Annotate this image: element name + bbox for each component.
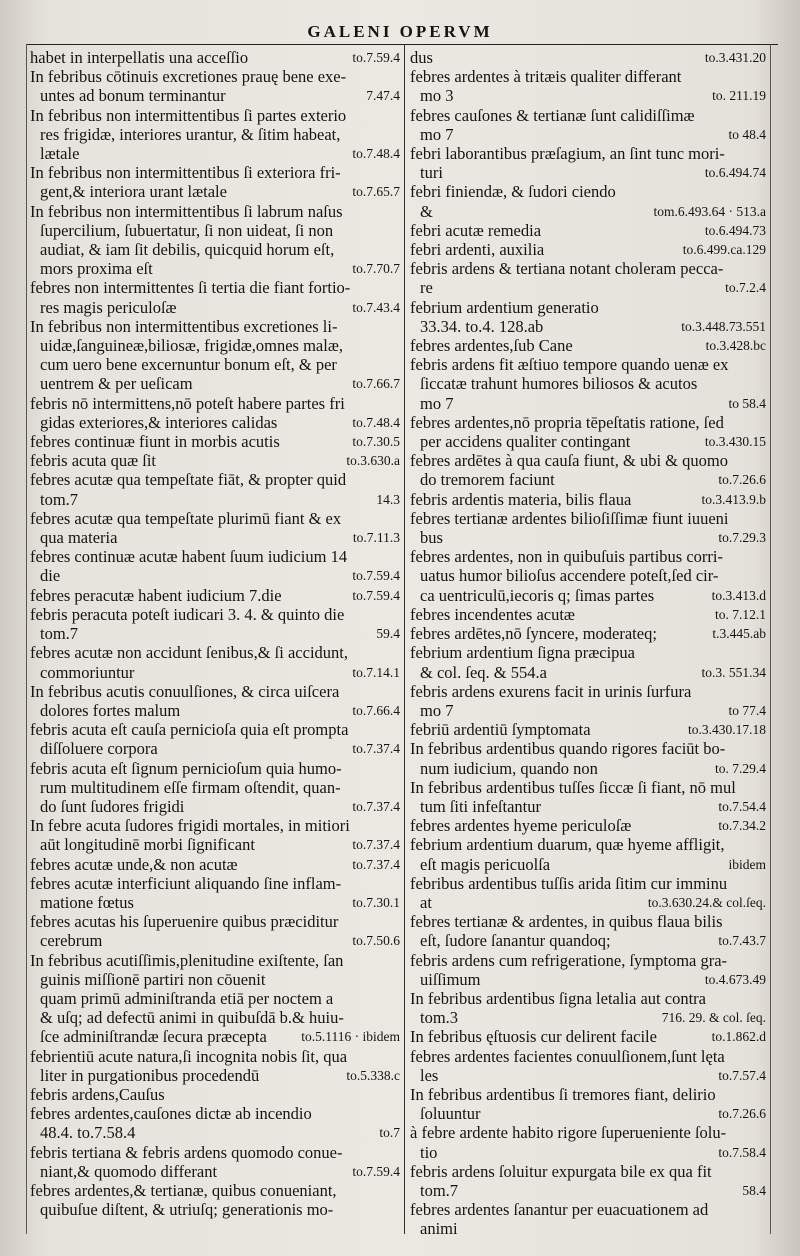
index-entry [30, 67, 400, 105]
index-entry [30, 816, 400, 854]
index-entry-line: febres acutæ non accidunt ſenibus,& ſi accidunt, [30, 643, 348, 663]
index-entry [410, 451, 766, 489]
index-entry [410, 951, 766, 989]
index-entry-line: In febribus ardentibus quando rigores faciūt bo- [410, 739, 726, 759]
page-reference: to.3.413.d [711, 587, 766, 603]
page-reference: to.7.57.4 [718, 1067, 766, 1083]
index-entry-line: febri finiendæ, & ſudori ciendo [410, 182, 616, 202]
index-entry [30, 48, 400, 67]
index-entry [30, 855, 400, 874]
index-entry-line: to.3. 551.34 & col. ſeq. & 554.a [420, 662, 766, 682]
index-entry [410, 67, 766, 105]
index-entry-line: febris tertiana & febris ardens quomodo conue- [30, 1142, 343, 1162]
index-entry-line: In febribus non intermittentibus excretiones li- [30, 316, 338, 336]
index-entry-line: febres ardentes facientes conuulſionem,ſunt lęta [410, 1046, 725, 1066]
index-entry-line: 58.4 tom.7 [420, 1180, 766, 1200]
page-reference: 14.3 [376, 491, 400, 507]
index-entry-line: to.7.70.7 mors proxima eſt [40, 259, 400, 279]
page-reference: to. 7.29.4 [714, 760, 766, 776]
page-reference: 7.47.4 [366, 88, 400, 104]
index-entry [30, 605, 400, 643]
index-entry-line: In febribus acutiſſimis,plenitudine exiſtente, ſan [30, 950, 344, 970]
page-reference: to.7 [379, 1125, 400, 1141]
header-rule [26, 44, 778, 45]
index-entry [410, 778, 766, 816]
index-entry-line: to.7.11.3 qua materia [40, 528, 400, 548]
index-entry-line: febres ardentes,nō propria tēpeſtatis ratione, ſed [410, 412, 724, 432]
index-entry [410, 1200, 766, 1238]
index-entry-line: to.7.29.3 bus [420, 528, 766, 548]
index-entry-line: cum uero bene excernuntur bonum eſt, & per [40, 355, 337, 375]
index-entry-line: to. 7.12.1 febres incendentes acutæ [410, 604, 766, 624]
index-entry [30, 202, 400, 279]
page-reference: 58.4 [742, 1182, 766, 1198]
index-entry-line: res frigidæ, interiores urantur, & ſitim habeat, [40, 124, 341, 144]
page-reference: to.6.494.74 [704, 165, 766, 181]
page-reference: 716. 29. & col. ſeq. [661, 1010, 766, 1026]
index-entry-line: to. 7.29.4 num iudicium, quando non [420, 758, 766, 778]
page-reference: to.3.428.bc [705, 338, 766, 354]
index-entry [410, 835, 766, 873]
index-entry [30, 951, 400, 1047]
page-reference: to.7.43.4 [352, 299, 400, 315]
left-border-rule [26, 44, 27, 1234]
index-entry-line: febres acutæ qua tempeſtate fiāt, & propter quid [30, 470, 347, 490]
index-entry-line: to.3.630.24.& col.ſeq. at [420, 892, 766, 912]
page-reference: to.5.1116 · ibidem [301, 1029, 400, 1045]
index-entry-line: to.3.413.9.b febris ardentis materia, bilis flaua [410, 489, 766, 509]
index-entry-line: to.5.338.c liter in purgationibus procedendū [40, 1065, 400, 1085]
page-reference: to.7.59.4 [352, 568, 400, 584]
index-entry-line: febres ardentes ſanantur per euacuationem ad [410, 1200, 709, 1220]
page-reference: to.3.431.20 [704, 50, 766, 65]
page-reference: to.7.50.6 [352, 933, 400, 949]
index-entry [410, 490, 766, 509]
index-entry-line: to.7.30.1 matione fœtus [40, 892, 400, 912]
index-entry-line: quibuſue diſtent, & utriuſq; generationis mo- [40, 1200, 334, 1220]
index-entry [410, 259, 766, 297]
index-entry-line: to.7.37.4 diſſoluere corpora [40, 739, 400, 759]
running-header: GALENI OPERVM [307, 22, 493, 41]
index-entry-line: febris ardens cum refrigeratione, ſymptoma gra- [410, 950, 728, 970]
index-entry-line: febris ardens ſoluitur expurgata bile ex qua fit [410, 1161, 712, 1181]
index-entry-line: to.7.48.4 gidas exteriores,& interiores calidas [40, 412, 400, 432]
index-entry-line: febris nō intermittens,nō poteſt habere partes fri [30, 393, 345, 413]
index-entry-line: to.4.673.49 uiſſimum [420, 969, 766, 989]
index-entry-line: animi [420, 1219, 458, 1239]
index-entry [410, 624, 766, 643]
index-entry-line: In febribus acutis conuulſiones, & circa uiſcera [30, 681, 340, 701]
page-reference: to.7.48.4 [352, 414, 400, 430]
index-entry-line: In febribus ardentibus ſi tremores fiant, delirio [410, 1084, 716, 1104]
index-entry-line: tom.6.493.64 · 513.a & [420, 201, 766, 221]
index-entry [410, 720, 766, 739]
page-reference: to.7.70.7 [352, 261, 400, 277]
index-entry [30, 912, 400, 950]
index-entry-line: to.7.58.4 tio [420, 1142, 766, 1162]
index-entry [410, 298, 766, 336]
index-entry-line: 14.3 tom.7 [40, 489, 400, 509]
page-reference: to 58.4 [728, 395, 766, 411]
index-entry [410, 336, 766, 355]
index-entry-line: febres non intermittentes ſi tertia die fiant fortio- [30, 278, 351, 298]
index-entry-line: to.7.54.4 tum ſiti infeſtantur [420, 796, 766, 816]
index-entry-line: to.7.59.4 die [40, 566, 400, 586]
index-entry-line: to.7.66.7 uentrem & per ueſicam [40, 374, 400, 394]
page-reference: 59.4 [376, 626, 400, 642]
page-reference: to.4.673.49 [704, 971, 766, 987]
page-reference: to.7.59.4 [352, 1163, 400, 1179]
page-reference: to.6.499.ca.129 [682, 242, 766, 258]
index-entry-line: quam primū adminiſtranda etiā per noctem a [40, 988, 334, 1008]
page-reference: to.7.37.4 [352, 741, 400, 757]
index-entry-line: febres acutæ qua tempeſtate plurimū fiant & ex [30, 508, 342, 528]
page-reference: to. 211.19 [712, 88, 766, 104]
index-entry-line: ſupercilium, ſubuertatur, ſi non uideat, ſi non [40, 220, 334, 240]
index-entry-line: febrientiū acute natura,ſi incognita nobis ſit, qua [30, 1046, 348, 1066]
page-reference: to.7.30.5 [352, 434, 400, 450]
index-entry-line: febres ardētes à qua cauſa fiunt, & ubi & quomo [410, 451, 728, 471]
index-column-right [410, 48, 766, 1239]
index-entry-line: febres ardentes à tritæis qualiter differant [410, 67, 682, 87]
index-entry-line: febrium ardentium ſigna præcipua [410, 643, 635, 663]
index-entry [410, 182, 766, 220]
index-entry-line: febris ardens & tertiana notant choleram pecca- [410, 259, 724, 279]
page-reference: to.3.430.17.18 [687, 722, 766, 738]
index-entry [30, 1181, 400, 1219]
page-reference: to 77.4 [728, 702, 766, 718]
index-entry [410, 1085, 766, 1123]
page-reference: to.7.30.1 [352, 894, 400, 910]
page-reference: to.7.37.4 [352, 837, 400, 853]
page-reference: to.7.37.4 [352, 856, 400, 872]
index-entry-line: ibidem eſt magis pericuolſa [420, 854, 766, 874]
index-entry-line: to 77.4 mo 7 [420, 700, 766, 720]
page-reference: to.7.34.2 [718, 818, 766, 834]
page-reference: ibidem [728, 856, 766, 872]
index-entry-line: to.6.499.ca.129 febri ardenti, auxilia [410, 240, 766, 260]
index-entry-line: In febribus ardentibus ſigna letalia aut contra [410, 988, 706, 1008]
index-entry [410, 739, 766, 777]
index-entry [30, 432, 400, 451]
index-entry-line: febres ardentes, non in quibuſuis partibus corri- [410, 547, 723, 567]
index-entry [410, 643, 766, 681]
right-border-rule [770, 44, 771, 1234]
index-entry-line: 7.47.4 untes ad bonum terminantur [40, 86, 400, 106]
page-reference: to.7.66.4 [352, 702, 400, 718]
page-reference: to 48.4 [728, 126, 766, 142]
page-reference: to.3.430.15 [704, 434, 766, 450]
index-entry [410, 48, 766, 67]
index-entry [410, 509, 766, 547]
index-entry-line: to.7.48.4 lætale [40, 144, 400, 164]
page-reference: to.5.338.c [346, 1067, 400, 1083]
index-entry [410, 144, 766, 182]
index-entry [410, 355, 766, 413]
index-entry-line: In febre acuta ſudores frigidi mortales, in mitiori [30, 816, 350, 836]
page-reference: to.1.862.d [711, 1029, 766, 1045]
index-entry-line: ſiccatæ trahunt humores biliosos & acutos [420, 374, 698, 394]
index-entry-line: febris ardens fit æſtiuo tempore quando uenæ ex [410, 355, 729, 375]
page-reference: tom.6.493.64 · 513.a [653, 203, 766, 219]
page-reference: to. 7.12.1 [714, 606, 766, 622]
index-entry-line: to 48.4 mo 7 [420, 124, 766, 144]
page-reference: to.7.66.7 [352, 376, 400, 392]
index-entry-line: to.7.34.2 febres ardentes hyeme periculoſæ [410, 816, 766, 836]
index-entry [30, 682, 400, 720]
column-divider [404, 44, 405, 1234]
index-entry [410, 912, 766, 950]
index-entry-line: febrium ardentium duarum, quæ hyeme affligit, [410, 835, 725, 855]
index-entry-line: febri laborantibus præſagium, an ſint tunc mori- [410, 144, 725, 164]
index-entry-line: audiat, & iam ſit debilis, quicquid horum eſt, [40, 240, 335, 260]
index-entry-line: to.6.494.74 turi [420, 163, 766, 183]
page-reference: to.7.26.6 [718, 472, 766, 488]
page-reference: to.7.54.4 [718, 798, 766, 814]
index-entry [410, 1027, 766, 1046]
index-entry [30, 509, 400, 547]
index-entry-line: to.7.14.1 commoriuntur [40, 662, 400, 682]
index-entry [410, 1162, 766, 1200]
index-entry [30, 1047, 400, 1085]
index-entry-line: In febribus non intermittentibus ſi labrum naſus [30, 201, 343, 221]
page-reference: to.7.2.4 [725, 280, 766, 296]
index-entry [30, 643, 400, 681]
index-entry-line: to.3.430.17.18 febriū ardentiū ſymptomata [410, 720, 766, 740]
index-entry [410, 240, 766, 259]
index-entry-line: febres acutas his ſuperuenire quibus præciditur [30, 912, 339, 932]
index-entry-line: to.7.30.5 febres continuæ fiunt in morbis acutis [30, 432, 400, 452]
index-entry-line: to.7.50.6 cerebrum [40, 931, 400, 951]
page-reference: to.6.494.73 [704, 222, 766, 238]
index-entry-line: to.7.37.4 aūt longitudinē morbi ſignificant [40, 835, 400, 855]
index-entry-line: to.7.59.4 niant,& quomodo differant [40, 1161, 400, 1181]
index-entry [30, 1143, 400, 1181]
index-entry-line: to.7.26.6 do tremorem faciunt [420, 470, 766, 490]
index-entry-line: to.3.413.d ca uentriculū,iecoris q; ſimas partes [420, 585, 766, 605]
index-entry-line: febres ardentes,cauſones dictæ ab incendio [30, 1104, 312, 1124]
index-entry-line: febres continuæ acutæ habent ſuum iudicium 14 [30, 547, 348, 567]
page-reference: to.3.448.73.551 [681, 318, 766, 334]
index-entry-line: 716. 29. & col. ſeq. tom.3 [420, 1008, 766, 1028]
index-entry-line: to 58.4 mo 7 [420, 393, 766, 413]
index-entry-line: à febre ardente habito rigore ſuperueniente ſolu- [410, 1123, 727, 1143]
index-entry-line: t.3.445.ab febres ardētes,nō ſyncere, moderateq; [410, 624, 766, 644]
index-entry-line: to.7.65.7 gent,& interiora urant lætale [40, 182, 400, 202]
index-entry [410, 682, 766, 720]
index-entry-line: to.7.43.4 res magis periculoſæ [40, 297, 400, 317]
index-entry-line: to.7.57.4 les [420, 1065, 766, 1085]
index-entry-line: to. 211.19 mo 3 [420, 86, 766, 106]
index-entry-line: febris acuta eſt cauſa pernicioſa quia eſt prompta [30, 720, 349, 740]
page-reference: to.7.43.7 [718, 933, 766, 949]
index-entry [410, 816, 766, 835]
index-entry [30, 1085, 400, 1104]
index-entry [30, 470, 400, 508]
index-entry-line: rum multitudinem eſſe firmam oſtendit, quan- [40, 777, 341, 797]
index-entry-line: febris acuta eſt ſignum pernicioſum quia humo- [30, 758, 342, 778]
index-entry [30, 720, 400, 758]
index-entry-line: febres tertianæ & ardentes, in quibus flaua bilis [410, 912, 723, 932]
index-entry [410, 221, 766, 240]
index-entry [30, 163, 400, 201]
index-entry [30, 106, 400, 164]
index-entry-line: to.7.37.4 febres acutæ unde,& non acutæ [30, 854, 400, 874]
index-entry-line: to.7.26.6 ſoluuntur [420, 1104, 766, 1124]
page-reference: to.7.29.3 [718, 530, 766, 546]
index-entry-line: to.3.430.15 per accidens qualiter contingant [420, 432, 766, 452]
index-entry-line: uidæ,ſanguineæ,biliosæ, frigidæ,omnes malæ, [40, 336, 343, 356]
index-entry-line: febris ardens exurens facit in urinis ſurfura [410, 681, 692, 701]
index-entry [30, 586, 400, 605]
index-column-left [30, 48, 400, 1219]
page-reference: to.3.413.9.b [701, 491, 766, 507]
index-entry-line: to.6.494.73 febri acutæ remedia [410, 220, 766, 240]
index-entry-line: to.7.43.7 eſt, ſudore ſanantur quandoq; [420, 931, 766, 951]
index-entry [410, 989, 766, 1027]
index-entry-line: to.3.630.a febris acuta quæ ſit [30, 451, 400, 471]
index-entry-line: to.3.448.73.551 33.34. to.4. 128.ab [420, 316, 766, 336]
page-reference: to.7.65.7 [352, 184, 400, 200]
page-reference: to.3.630.24.& col.ſeq. [647, 894, 766, 910]
page-reference: to.7.59.4 [352, 587, 400, 603]
index-entry [30, 1104, 400, 1142]
index-entry [30, 547, 400, 585]
page-reference: to.7.14.1 [352, 664, 400, 680]
page-reference: to.3. 551.34 [701, 664, 766, 680]
index-entry-line: febres acutæ interficiunt aliquando ſine inflam- [30, 873, 342, 893]
page-reference: to.7.48.4 [352, 146, 400, 162]
index-entry [30, 278, 400, 316]
page-reference: to.7.58.4 [718, 1144, 766, 1160]
index-entry-line: to.5.1116 · ibidem ſce adminiſtrandæ ſecura præcepta [40, 1027, 400, 1047]
page-reference: to.7.26.6 [718, 1106, 766, 1122]
page-reference: to.7.37.4 [352, 798, 400, 814]
index-entry-line: & uſq; ad defectū animi in quibuſdā b.& huiu- [40, 1008, 344, 1028]
index-entry [410, 605, 766, 624]
index-entry-line: In febribus ardentibus tuſſes ſiccæ ſi fiant, nō mul [410, 777, 736, 797]
index-entry-line: uatus humor bilioſus accendere poteſt,ſed cir- [420, 566, 719, 586]
index-entry [410, 106, 766, 144]
page-reference: to.7.11.3 [352, 530, 400, 546]
index-entry [410, 874, 766, 912]
index-entry-line: to.7.2.4 re [420, 278, 766, 298]
index-entry-line: febres tertianæ ardentes bilioſiſſimæ fiunt iuueni [410, 508, 729, 528]
index-entry-line: to.7.66.4 dolores fortes malum [40, 700, 400, 720]
index-entry-line: to.1.862.d In febribus ęſtuosis cur delirent facile [410, 1027, 766, 1047]
index-entry [410, 547, 766, 605]
index-entry-line: guinis miſſionē partiri non cōuenit [40, 969, 266, 989]
index-entry-line: to.7.59.4 febres peracutæ habent iudicium 7.die [30, 585, 400, 605]
index-entry [30, 394, 400, 432]
index-entry-line: febribus ardentibus tuſſis arida ſitim cur imminu [410, 873, 728, 893]
index-entry-line: to.3.431.20 dus [410, 48, 766, 67]
index-entry [30, 451, 400, 470]
page-reference: to.7.59.4 [352, 50, 400, 65]
index-entry [410, 413, 766, 451]
index-entry-line: In febribus cōtinuis excretiones prauę bene exe- [30, 67, 347, 87]
index-entry-line: 59.4 tom.7 [40, 624, 400, 644]
index-entry [410, 1047, 766, 1085]
index-entry-line: In febribus non intermittentibus ſi partes exterio [30, 105, 347, 125]
index-entry [30, 874, 400, 912]
index-entry-line: In febribus non intermittentibus ſi exteriora fri- [30, 163, 341, 183]
index-entry-line: to.7 48.4. to.7.58.4 [40, 1123, 400, 1143]
index-entry-line: to.7.37.4 do ſunt ſudores frigidi [40, 796, 400, 816]
page-reference: to.3.630.a [346, 453, 400, 469]
index-entry-line: febres ardentes,& tertianæ, quibus conueniant, [30, 1180, 337, 1200]
page-reference: t.3.445.ab [712, 626, 766, 642]
index-entry-line: febres cauſones & tertianæ ſunt calidiſſimæ [410, 105, 695, 125]
index-entry-line: to.3.428.bc febres ardentes,ſub Cane [410, 336, 766, 356]
index-entry [30, 317, 400, 394]
index-entry-line: to.7.59.4 habet in interpellatis una acceſſio [30, 48, 400, 67]
index-entry [30, 759, 400, 817]
index-entry-line: febris peracuta poteſt iudicari 3. 4. & quinto die [30, 604, 345, 624]
index-entry [410, 1123, 766, 1161]
index-entry-line: febrium ardentium generatio [410, 297, 599, 317]
index-entry-line: febris ardens,Cauſus [30, 1084, 165, 1104]
